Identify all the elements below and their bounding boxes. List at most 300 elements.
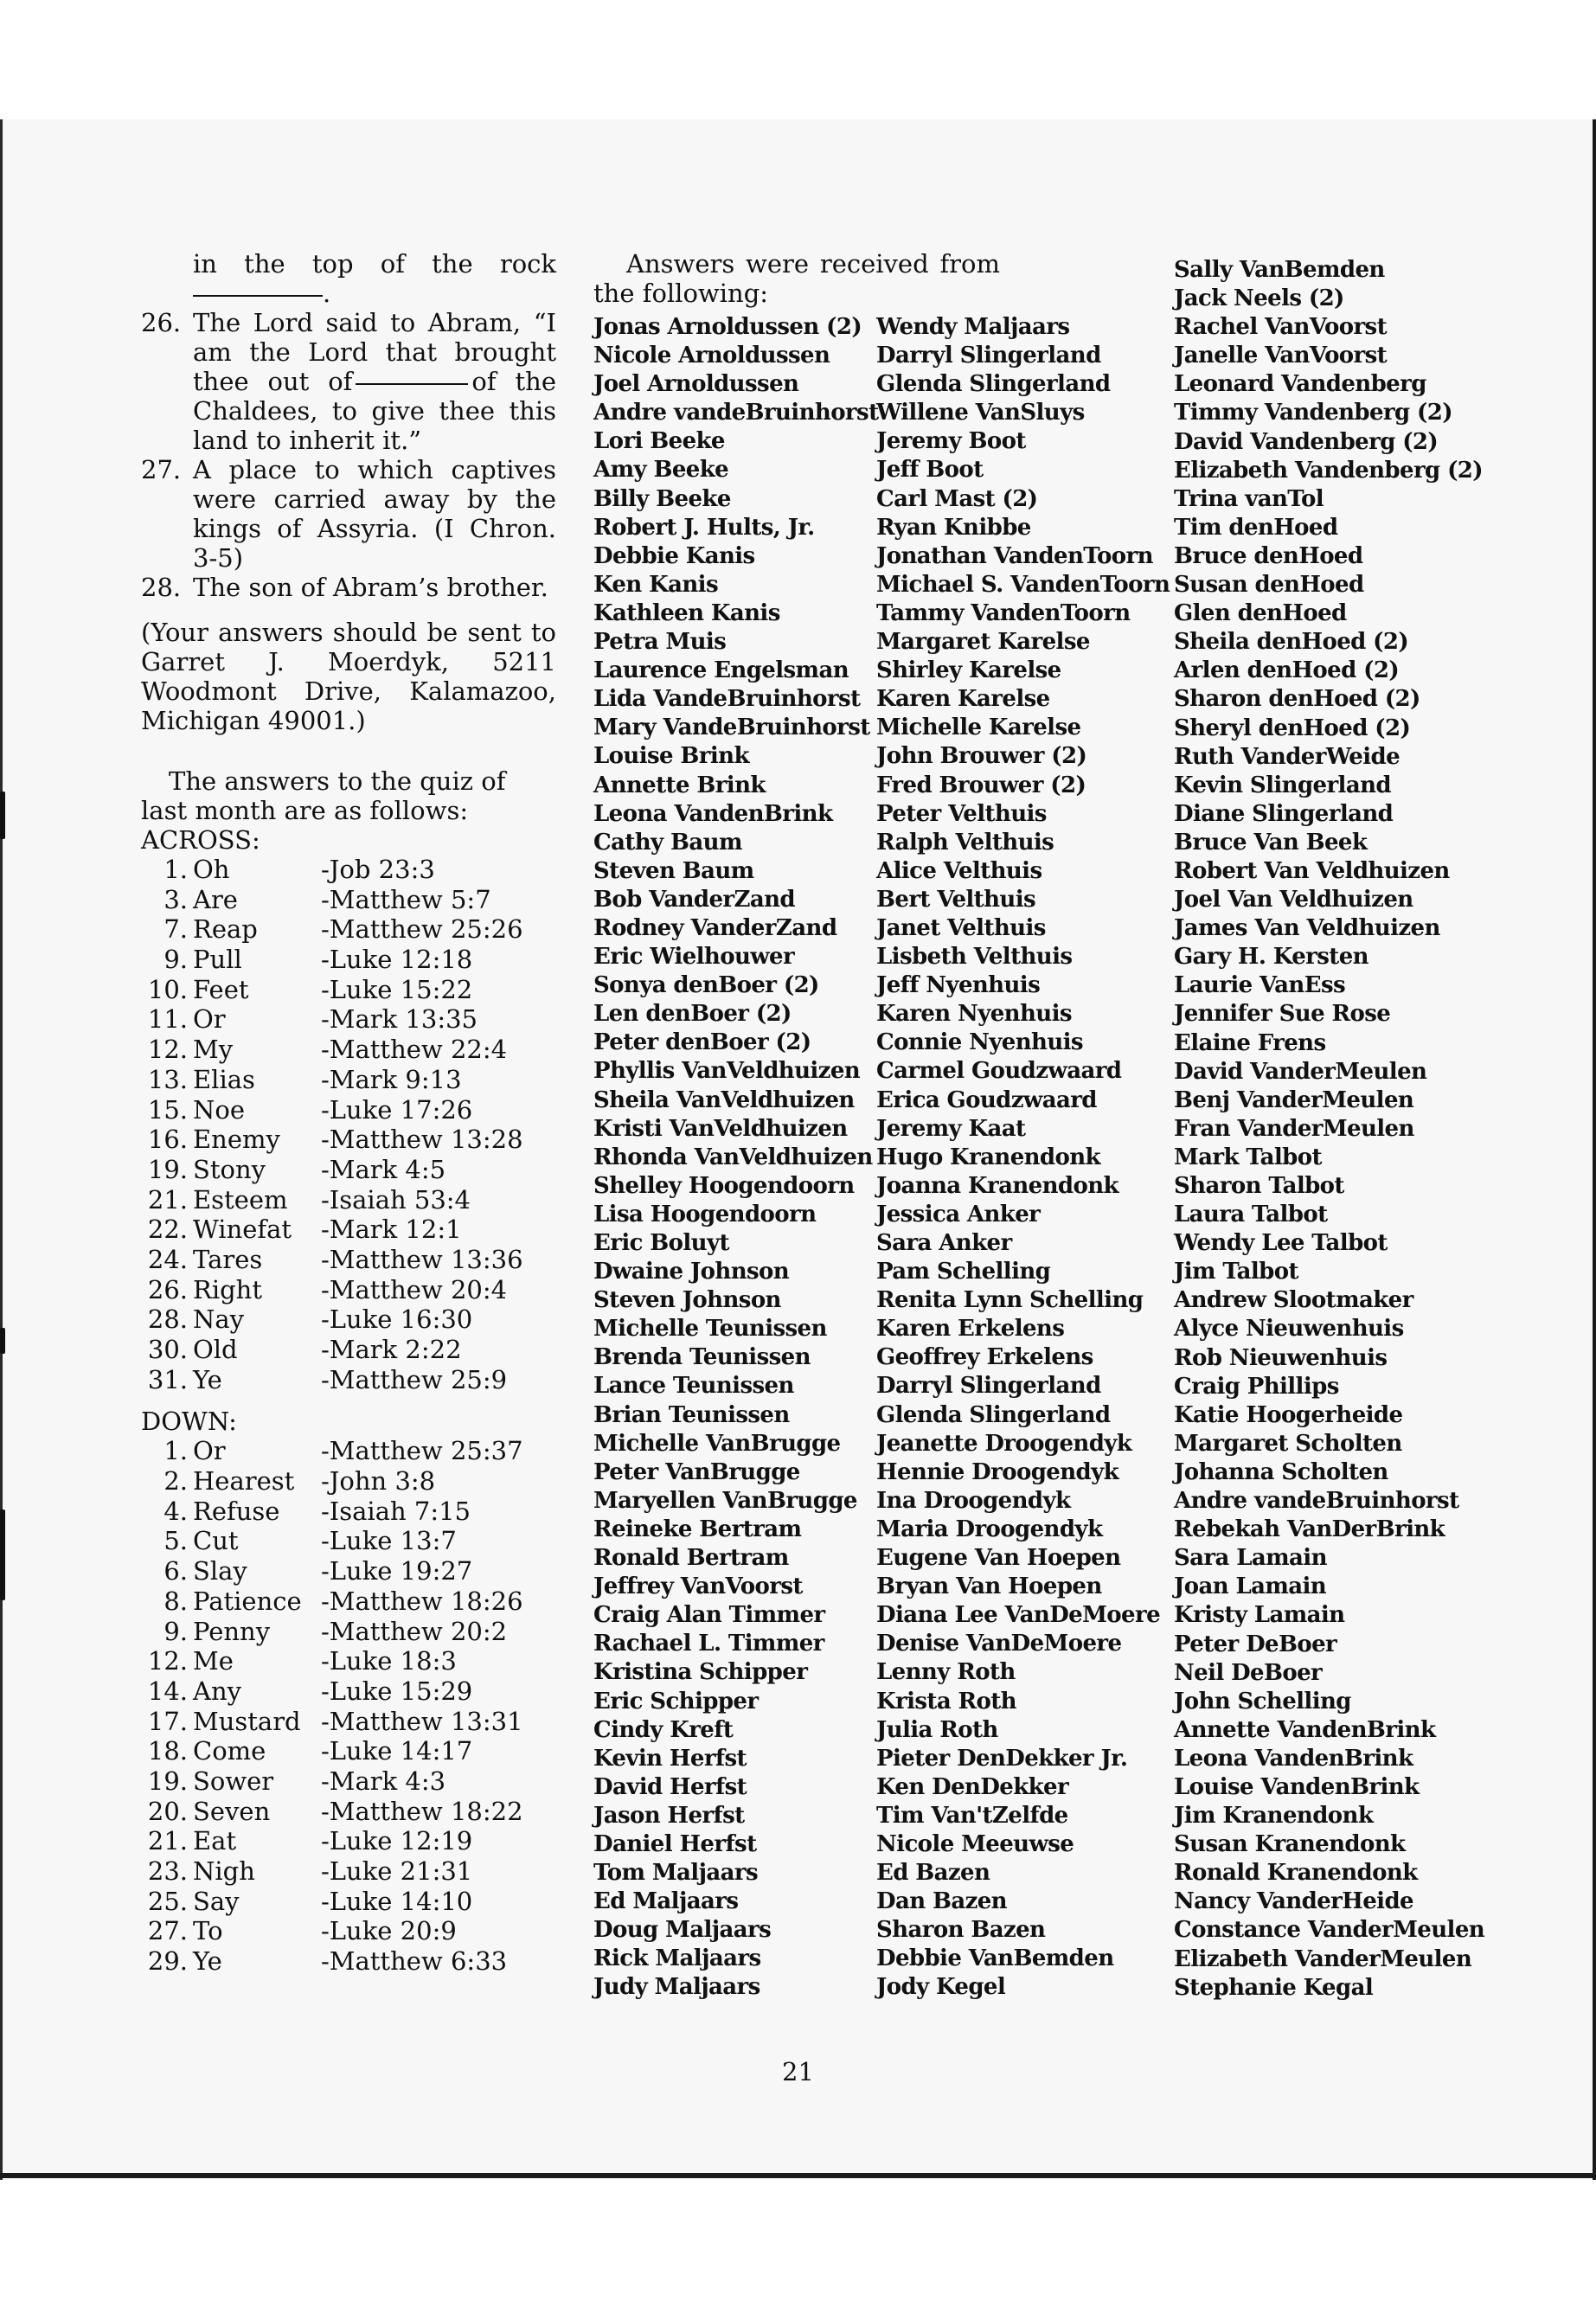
answer-reference: -John 3:8 xyxy=(321,1466,436,1497)
respondent-name: Lance Teunissen xyxy=(593,1373,794,1400)
respondent-name: Michelle Karelse xyxy=(876,715,1081,741)
respondent-name: David Herfst xyxy=(593,1773,747,1800)
answer-reference: -Matthew 25:26 xyxy=(321,914,523,945)
clue-number: 28. xyxy=(141,573,182,602)
respondent-name: Len denBoer (2) xyxy=(593,1001,792,1028)
answer-word: Say xyxy=(193,1886,240,1916)
clue-text: The son of Abram’s brother. xyxy=(193,573,548,602)
respondent-name: Glenda Slingerland xyxy=(876,1401,1111,1428)
respondent-name: Kevin Slingerland xyxy=(1174,772,1391,798)
respondent-name: Hennie Droogendyk xyxy=(876,1458,1119,1485)
answer-reference: -Matthew 5:7 xyxy=(321,884,491,914)
respondent-name: Debbie Kanis xyxy=(593,542,755,569)
answer-reference: -Mark 2:22 xyxy=(321,1335,462,1364)
respondent-name: Neil DeBoer xyxy=(1174,1659,1323,1686)
respondent-name: Nicole Meeuwse xyxy=(876,1830,1074,1857)
respondent-name: Tim denHoed xyxy=(1174,514,1338,541)
respondent-name: Janet Velthuis xyxy=(876,914,1046,941)
answer-word: Nay xyxy=(193,1304,245,1335)
respondent-name: Erica Goudzwaard xyxy=(876,1086,1097,1113)
names-column-2 xyxy=(876,313,1170,2003)
respondent-name: Sally VanBemden xyxy=(1174,257,1385,283)
respondent-name: Jeremy Kaat xyxy=(876,1115,1026,1142)
respondent-name: Timmy Vandenberg (2) xyxy=(1174,400,1452,426)
respondent-name: Maryellen VanBrugge xyxy=(593,1487,857,1514)
answer-number: 30. xyxy=(147,1335,188,1364)
answer-word: Reap xyxy=(193,914,258,945)
answer-word: Elias xyxy=(193,1064,255,1094)
answer-reference: -Matthew 25:9 xyxy=(321,1364,508,1394)
respondent-name: John Brouwer (2) xyxy=(876,743,1087,770)
respondent-name: Ronald Kranendonk xyxy=(1174,1860,1418,1887)
respondent-name: Benj VanderMeulen xyxy=(1174,1086,1414,1113)
respondent-name: Fred Brouwer (2) xyxy=(876,772,1086,798)
respondent-name: Kristy Lamain xyxy=(1174,1602,1345,1629)
respondent-name: Robert Van Veldhuizen xyxy=(1174,857,1450,884)
respondent-name: Carmel Goudzwaard xyxy=(876,1058,1122,1085)
respondent-name: Margaret Karelse xyxy=(876,629,1090,656)
respondent-name: Jonas Arnoldussen (2) xyxy=(593,314,862,340)
respondent-name: Ken DenDekker xyxy=(876,1773,1069,1800)
respondent-name: Sheila VanVeldhuizen xyxy=(593,1086,855,1113)
answer-row xyxy=(141,885,556,915)
answer-row xyxy=(141,1797,556,1827)
answer-word: Right xyxy=(193,1274,263,1304)
answer-number: 16. xyxy=(147,1125,188,1155)
respondent-name: Doug Maljaars xyxy=(593,1917,772,1944)
respondent-name: Constance VanderMeulen xyxy=(1174,1917,1485,1944)
quiz-blank-line xyxy=(141,279,556,308)
clue-26 xyxy=(141,308,556,455)
respondent-name: Kristina Schipper xyxy=(593,1659,808,1686)
answer-row xyxy=(141,1826,556,1856)
respondent-name: Johanna Scholten xyxy=(1174,1458,1388,1485)
period: . xyxy=(323,279,331,308)
respondent-name: Jonathan VandenToorn xyxy=(876,542,1153,569)
answer-row xyxy=(141,1065,556,1095)
answer-reference: -Matthew 20:2 xyxy=(321,1616,508,1646)
answer-number: 21. xyxy=(147,1184,188,1215)
answer-word: Ye xyxy=(193,1364,222,1394)
respondent-name: Susan denHoed xyxy=(1174,572,1364,599)
answer-reference: -Luke 15:22 xyxy=(321,974,473,1004)
respondent-name: Ruth VanderWeide xyxy=(1174,743,1401,770)
mailing-address: (Your answers should be sent to Garret J. Moerdyk, 5211 Woodmont Drive, Kalamazoo, Michigan 49001.) xyxy=(141,618,556,735)
answer-number: 21. xyxy=(147,1826,188,1856)
respondent-name: Karen Nyenhuis xyxy=(876,1001,1072,1028)
respondent-name: Sara Lamain xyxy=(1174,1545,1327,1572)
respondent-name: Joan Lamain xyxy=(1174,1574,1327,1600)
respondent-name: Dwaine Johnson xyxy=(593,1259,790,1285)
answer-number: 9. xyxy=(163,1616,188,1646)
answer-reference: -Luke 18:3 xyxy=(321,1646,457,1676)
respondent-name: Peter DeBoer xyxy=(1174,1631,1337,1657)
respondent-name: Trina vanTol xyxy=(1174,485,1324,512)
answer-word: Pull xyxy=(193,945,242,975)
answer-row xyxy=(141,1335,556,1365)
answer-row xyxy=(141,1526,556,1556)
answer-reference: -Luke 13:7 xyxy=(321,1526,457,1556)
left-page-edge xyxy=(0,119,3,2180)
scan-mark xyxy=(0,1509,5,1600)
respondent-name: Jeremy Boot xyxy=(876,428,1026,455)
respondent-name: Nancy VanderHeide xyxy=(1174,1888,1413,1915)
respondent-name: Phyllis VanVeldhuizen xyxy=(593,1058,861,1085)
answer-row xyxy=(141,1245,556,1275)
respondent-name: Sonya denBoer (2) xyxy=(593,972,819,999)
respondent-name: Rick Maljaars xyxy=(593,1945,761,1972)
names-column-3 xyxy=(1174,256,1484,2003)
answer-word: Me xyxy=(193,1646,234,1676)
respondent-name: Jason Herfst xyxy=(593,1802,745,1829)
respondent-name: Wendy Lee Talbot xyxy=(1174,1230,1388,1257)
answer-reference: -Luke 12:19 xyxy=(321,1826,473,1856)
clue-number: 26. xyxy=(141,308,182,337)
respondent-name: Kevin Herfst xyxy=(593,1745,747,1772)
answer-word: Feet xyxy=(193,974,249,1004)
respondent-name: Arlen denHoed (2) xyxy=(1174,657,1400,684)
answer-number: 3. xyxy=(163,884,188,914)
answer-row xyxy=(141,1676,556,1707)
respondent-name: Leona VandenBrink xyxy=(593,800,833,827)
answer-row xyxy=(141,855,556,885)
answer-row xyxy=(141,1736,556,1766)
answer-word: Sower xyxy=(193,1766,274,1796)
answer-number: 1. xyxy=(163,855,188,884)
answer-reference: -Mark 9:13 xyxy=(321,1064,462,1094)
answer-row xyxy=(141,1275,556,1305)
answer-number: 5. xyxy=(163,1526,188,1556)
answer-number: 7. xyxy=(163,914,188,945)
respondent-name: Michelle VanBrugge xyxy=(593,1430,841,1457)
answer-word: Or xyxy=(193,1004,226,1035)
answer-word: Stony xyxy=(193,1154,266,1184)
answer-number: 31. xyxy=(147,1364,188,1394)
answer-word: Penny xyxy=(193,1616,271,1646)
answer-word: Seven xyxy=(193,1796,271,1826)
answer-number: 10. xyxy=(147,974,188,1004)
respondent-name: Alice Velthuis xyxy=(876,857,1042,884)
respondent-name: Stephanie Kegal xyxy=(1174,1974,1374,2001)
respondent-name: Rhonda VanVeldhuizen xyxy=(593,1144,873,1170)
answer-number: 25. xyxy=(147,1886,188,1916)
respondent-name: Nicole Arnoldussen xyxy=(593,343,830,369)
respondent-name: Kathleen Kanis xyxy=(593,599,780,626)
clue-28 xyxy=(141,573,556,602)
answer-blank xyxy=(356,382,468,385)
answer-row xyxy=(141,1004,556,1035)
answer-reference: -Luke 17:26 xyxy=(321,1094,473,1125)
answer-word: My xyxy=(193,1035,234,1065)
respondent-name: John Schelling xyxy=(1174,1688,1351,1715)
respondent-name: Ed Maljaars xyxy=(593,1888,739,1915)
answer-word: Are xyxy=(193,884,238,914)
respondent-name: Sharon Bazen xyxy=(876,1917,1046,1944)
answer-word: Hearest xyxy=(193,1466,295,1497)
answer-row xyxy=(141,1856,556,1887)
received-header xyxy=(593,249,1112,308)
respondent-name: Amy Beeke xyxy=(593,457,729,484)
respondent-name: Steven Johnson xyxy=(593,1287,781,1314)
answer-word: Slay xyxy=(193,1556,247,1586)
received-header-text: Answers were received from the following: xyxy=(593,249,1000,308)
respondent-name: Rodney VanderZand xyxy=(593,914,837,941)
answer-number: 26. xyxy=(147,1274,188,1304)
answer-number: 8. xyxy=(163,1586,188,1616)
respondent-name: Lenny Roth xyxy=(876,1659,1016,1686)
answer-number: 19. xyxy=(147,1154,188,1184)
respondent-name: Alyce Nieuwenhuis xyxy=(1174,1316,1404,1343)
respondent-name: Jeff Nyenhuis xyxy=(876,972,1041,999)
answer-row xyxy=(141,1586,556,1617)
answer-reference: -Mark 13:35 xyxy=(321,1004,478,1035)
respondent-name: Jessica Anker xyxy=(876,1201,1041,1227)
respondent-name: Geoffrey Erkelens xyxy=(876,1344,1093,1371)
respondent-name: Andre vandeBruinhorst xyxy=(593,400,879,426)
respondent-name: Margaret Scholten xyxy=(1174,1430,1402,1457)
respondent-name: David Vandenberg (2) xyxy=(1174,428,1439,455)
answer-number: 12. xyxy=(147,1646,188,1676)
respondent-name: Reineke Bertram xyxy=(593,1516,802,1542)
respondent-name: Denise VanDeMoere xyxy=(876,1631,1122,1657)
answer-reference: -Matthew 6:33 xyxy=(321,1946,508,1977)
answer-reference: -Luke 12:18 xyxy=(321,945,473,975)
answer-number: 15. xyxy=(147,1094,188,1125)
bottom-page-edge xyxy=(0,2173,1596,2178)
respondent-name: Bryan Van Hoepen xyxy=(876,1574,1102,1600)
respondent-name: Steven Baum xyxy=(593,857,754,884)
respondent-name: Ed Bazen xyxy=(876,1860,990,1887)
answer-reference: -Job 23:3 xyxy=(321,855,435,884)
answer-number: 4. xyxy=(163,1496,188,1526)
respondent-name: Willene VanSluys xyxy=(876,400,1085,426)
answer-row xyxy=(141,1646,556,1676)
respondent-name: Julia Roth xyxy=(876,1716,998,1743)
answer-reference: -Matthew 20:4 xyxy=(321,1274,508,1304)
respondent-name: Pam Schelling xyxy=(876,1259,1051,1285)
quiz-text-line: in the top of the rock xyxy=(193,249,556,279)
respondent-name: Ryan Knibbe xyxy=(876,514,1031,541)
respondent-name: Leona VandenBrink xyxy=(1174,1745,1413,1772)
answer-word: Patience xyxy=(193,1586,302,1616)
answer-row xyxy=(141,1497,556,1527)
answer-reference: -Mark 12:1 xyxy=(321,1215,462,1245)
clue-text-part: of the Chaldees, to give thee this land to inherit it.” xyxy=(193,367,556,455)
respondent-name: Bob VanderZand xyxy=(593,886,796,913)
answer-row xyxy=(141,1215,556,1245)
respondent-name: Laura Talbot xyxy=(1174,1202,1328,1228)
respondent-name: Mark Talbot xyxy=(1174,1144,1322,1170)
respondent-name: Lisbeth Velthuis xyxy=(876,944,1073,971)
answer-number: 9. xyxy=(163,945,188,975)
answer-word: Tares xyxy=(193,1244,263,1274)
answer-reference: -Luke 14:17 xyxy=(321,1736,473,1766)
answer-number: 2. xyxy=(163,1466,188,1497)
respondent-name: Connie Nyenhuis xyxy=(876,1029,1083,1056)
page-number: 21 xyxy=(782,2057,814,2086)
respondent-name: Lisa Hoogendoorn xyxy=(593,1201,817,1227)
respondent-name: Tim Van'tZelfde xyxy=(876,1802,1068,1829)
respondent-name: Louise Brink xyxy=(593,743,749,770)
respondent-name: Brenda Teunissen xyxy=(593,1344,811,1371)
respondent-name: Bruce Van Beek xyxy=(1174,829,1368,856)
respondent-name: Ronald Bertram xyxy=(593,1545,789,1572)
answer-word: Nigh xyxy=(193,1856,255,1886)
scan-mark xyxy=(0,1328,5,1354)
across-label: ACROSS: xyxy=(141,825,260,855)
respondent-name: Cathy Baum xyxy=(593,829,742,856)
answer-reference: -Luke 14:10 xyxy=(321,1886,473,1916)
answer-word: Any xyxy=(193,1676,242,1706)
respondent-name: Karen Karelse xyxy=(876,686,1050,713)
answer-word: Or xyxy=(193,1436,226,1466)
respondent-name: Peter VanBrugge xyxy=(593,1458,800,1485)
respondent-name: Renita Lynn Schelling xyxy=(876,1287,1144,1314)
respondent-name: Elizabeth VanderMeulen xyxy=(1174,1945,1472,1972)
answer-number: 6. xyxy=(163,1556,188,1586)
respondent-name: Diana Lee VanDeMoere xyxy=(876,1602,1161,1629)
clue-text-part: The Lord said to Abram, “I am the Lord that brought thee out of xyxy=(193,308,556,396)
clue-text: A place to which captives were carried away by the kings of Assyria. (I Chron. 3-5) xyxy=(193,455,556,573)
respondent-name: Rob Nieuwenhuis xyxy=(1174,1344,1388,1371)
answer-word: Cut xyxy=(193,1526,239,1556)
answers-intro: The answers to the quiz of last month are as follows: xyxy=(141,766,506,825)
answer-number: 1. xyxy=(163,1436,188,1466)
answer-reference: -Isaiah 7:15 xyxy=(321,1496,471,1526)
answer-number: 11. xyxy=(147,1004,188,1035)
answer-word: Enemy xyxy=(193,1125,280,1155)
respondent-name: Janelle VanVoorst xyxy=(1174,343,1388,369)
respondent-name: Jeffrey VanVoorst xyxy=(593,1574,803,1600)
answer-row xyxy=(141,1436,556,1466)
respondent-name: Sara Anker xyxy=(876,1230,1012,1256)
answer-word: Eat xyxy=(193,1826,237,1856)
answer-reference: -Matthew 18:26 xyxy=(321,1586,523,1616)
respondent-name: Darryl Slingerland xyxy=(876,1373,1101,1400)
respondent-name: Sharon denHoed (2) xyxy=(1174,686,1420,713)
respondent-name: Shelley Hoogendoorn xyxy=(593,1172,855,1199)
answer-row xyxy=(141,1707,556,1737)
respondent-name: Fran VanderMeulen xyxy=(1174,1115,1414,1142)
respondent-name: Tammy VandenToorn xyxy=(876,599,1131,626)
respondent-name: Cindy Kreft xyxy=(593,1716,734,1743)
respondent-name: Laurence Engelsman xyxy=(593,657,849,684)
answer-number: 13. xyxy=(147,1064,188,1094)
respondent-name: Andre vandeBruinhorst xyxy=(1174,1488,1459,1515)
respondent-name: Jody Kegel xyxy=(876,1974,1006,2001)
respondent-name: James Van Veldhuizen xyxy=(1174,915,1440,942)
answer-reference: -Mark 4:5 xyxy=(321,1154,446,1184)
respondent-name: Robert J. Hults, Jr. xyxy=(593,514,815,541)
answer-row xyxy=(141,1916,556,1946)
answer-row xyxy=(141,1617,556,1647)
respondent-name: Lida VandeBruinhorst xyxy=(593,686,861,713)
respondent-name: Jack Neels (2) xyxy=(1174,285,1344,312)
respondent-name: Elizabeth Vandenberg (2) xyxy=(1174,457,1483,484)
respondent-name: Mary VandeBruinhorst xyxy=(593,715,870,741)
respondent-name: Eric Boluyt xyxy=(593,1230,729,1256)
answer-reference: -Matthew 18:22 xyxy=(321,1796,523,1826)
respondent-name: Darryl Slingerland xyxy=(876,343,1101,369)
respondent-name: Jim Talbot xyxy=(1174,1259,1298,1285)
scan-mark xyxy=(0,792,5,839)
respondent-name: Rachel VanVoorst xyxy=(1174,314,1388,341)
respondent-name: Eugene Van Hoepen xyxy=(876,1545,1121,1572)
answer-word: Refuse xyxy=(193,1496,280,1526)
respondent-name: Craig Phillips xyxy=(1174,1373,1339,1400)
respondent-name: Glen denHoed xyxy=(1174,600,1347,627)
respondent-name: Daniel Herfst xyxy=(593,1830,757,1857)
answer-number: 14. xyxy=(147,1676,188,1706)
respondent-name: Glenda Slingerland xyxy=(876,371,1111,398)
respondent-name: Sheila denHoed (2) xyxy=(1174,629,1409,656)
respondent-name: Peter Velthuis xyxy=(876,800,1047,827)
answer-reference: -Mark 4:3 xyxy=(321,1766,446,1796)
respondent-name: Karen Erkelens xyxy=(876,1316,1065,1343)
answer-number: 22. xyxy=(147,1215,188,1245)
clue-number: 27. xyxy=(141,455,182,484)
respondent-name: Andrew Slootmaker xyxy=(1174,1287,1413,1314)
answer-reference: -Luke 19:27 xyxy=(321,1556,473,1586)
respondent-name: Lori Beeke xyxy=(593,428,725,455)
clue-27 xyxy=(141,455,556,573)
answer-reference: -Luke 20:9 xyxy=(321,1916,457,1946)
respondent-name: Debbie VanBemden xyxy=(876,1945,1114,1972)
answer-number: 12. xyxy=(147,1035,188,1065)
answer-row xyxy=(141,1304,556,1335)
answer-number: 19. xyxy=(147,1766,188,1796)
answer-reference: -Luke 21:31 xyxy=(321,1856,473,1886)
answer-row xyxy=(141,975,556,1005)
answer-row xyxy=(141,1556,556,1586)
respondent-name: Shirley Karelse xyxy=(876,657,1061,684)
answer-number: 24. xyxy=(147,1244,188,1274)
answer-word: Ye xyxy=(193,1946,222,1977)
answer-row xyxy=(141,1365,556,1395)
respondent-name: Rebekah VanDerBrink xyxy=(1174,1516,1445,1543)
answer-reference: -Matthew 13:36 xyxy=(321,1244,523,1274)
quiz-column xyxy=(141,249,556,1977)
answer-row xyxy=(141,1155,556,1185)
answer-reference: -Isaiah 53:4 xyxy=(321,1184,471,1215)
answer-row xyxy=(141,1766,556,1797)
respondent-name: Laurie VanEss xyxy=(1174,972,1346,999)
answer-row xyxy=(141,1095,556,1125)
answer-reference: -Luke 16:30 xyxy=(321,1304,473,1335)
answer-reference: -Matthew 13:31 xyxy=(321,1706,523,1736)
respondent-name: Maria Droogendyk xyxy=(876,1516,1103,1542)
respondent-name: Gary H. Kersten xyxy=(1174,944,1368,971)
answer-reference: -Luke 15:29 xyxy=(321,1676,473,1706)
respondent-name: Annette Brink xyxy=(593,772,766,798)
respondent-name: Jennifer Sue Rose xyxy=(1174,1001,1391,1028)
answer-reference: -Matthew 22:4 xyxy=(321,1035,508,1065)
respondent-name: Eric Wielhouwer xyxy=(593,944,795,971)
respondent-name: Carl Mast (2) xyxy=(876,485,1038,512)
respondent-name: Ralph Velthuis xyxy=(876,829,1054,856)
answer-number: 28. xyxy=(147,1304,188,1335)
answer-number: 27. xyxy=(147,1916,188,1946)
respondent-name: Susan Kranendonk xyxy=(1174,1831,1406,1858)
respondent-name: Kristi VanVeldhuizen xyxy=(593,1115,848,1142)
clue-text xyxy=(193,308,556,455)
respondent-name: Jeff Boot xyxy=(876,457,984,484)
answer-blank xyxy=(193,294,323,297)
answer-word: Winefat xyxy=(193,1215,292,1245)
answer-word: Come xyxy=(193,1736,266,1766)
respondent-name: Tom Maljaars xyxy=(593,1860,759,1887)
answer-row xyxy=(141,1887,556,1917)
